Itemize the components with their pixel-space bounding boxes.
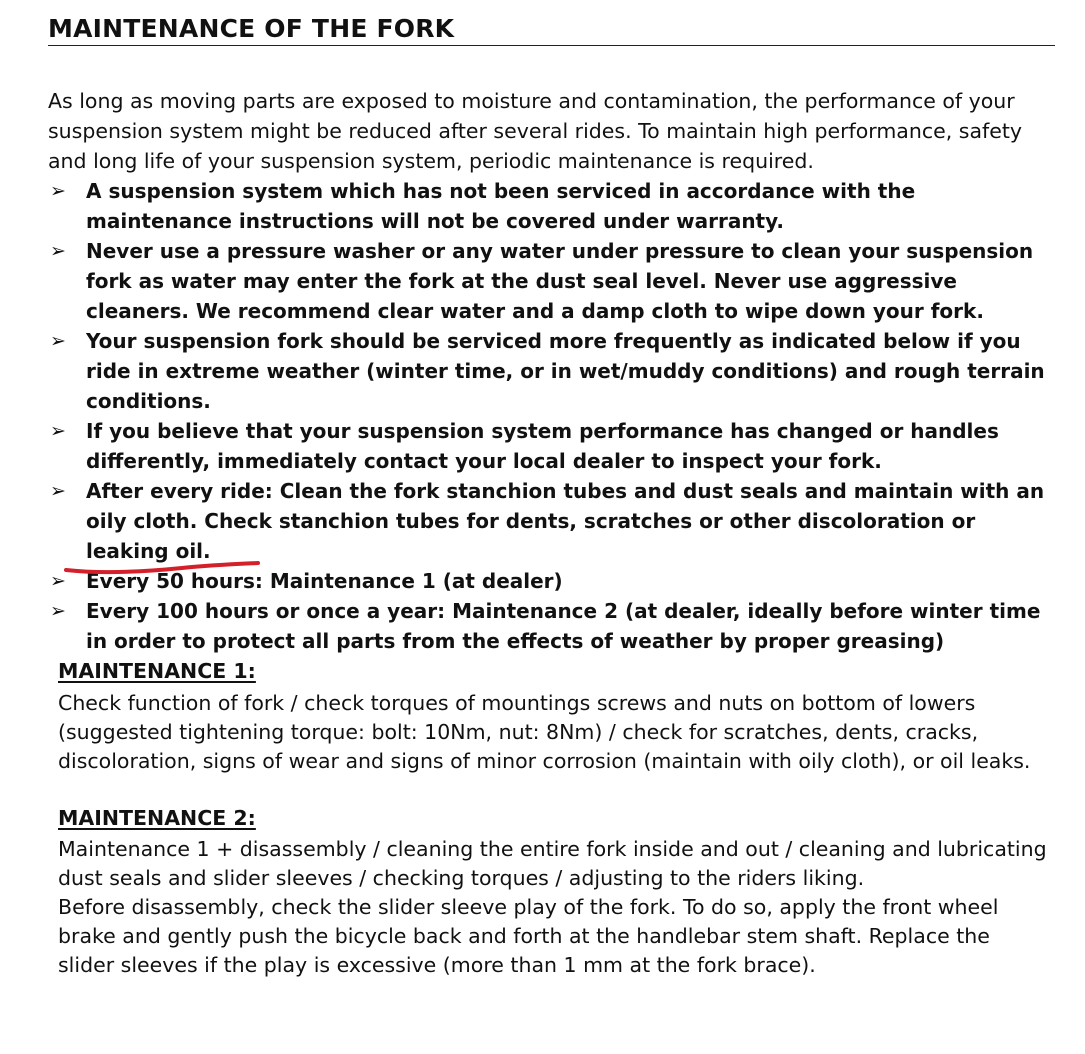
list-item — [48, 476, 1058, 566]
maintenance-rules-list — [48, 176, 1058, 656]
list-item-text: Your suspension fork should be serviced more frequently as indicated below if you ride in extreme weather (winter time, or in wet/muddy conditions) and rough terrain conditions. — [86, 329, 1045, 413]
list-item — [48, 176, 1058, 236]
list-item-text: A suspension system which has not been serviced in accordance with the maintenance instructions will not be covered under warranty. — [86, 179, 916, 233]
maintenance-2-paragraph-2: Before disassembly, check the slider sleeve play of the fork. To do so, apply the front wheel brake and gently push the bicycle back and forth at the handlebar stem shaft. Replace the slider sleeves if the play is excessive (more than 1 mm at the fork brace). — [58, 895, 999, 977]
arrow-bullet-icon: ➢ — [50, 240, 66, 262]
page-title: MAINTENANCE OF THE FORK — [48, 12, 1055, 46]
list-item — [48, 416, 1058, 476]
maintenance-2-text — [58, 835, 1048, 980]
arrow-bullet-icon: ➢ — [50, 330, 66, 352]
maintenance-1-heading: MAINTENANCE 1: — [58, 659, 256, 683]
intro-paragraph: As long as moving parts are exposed to moisture and contamination, the performance of your suspension system might be reduced after several rides. To maintain high performance, safety and long life of your suspension system, periodic maintenance is required. — [48, 89, 1023, 173]
maintenance-2-paragraph-1: Maintenance 1 + disassembly / cleaning the entire fork inside and out / cleaning and lubricating dust seals and slider sleeves / checking torques / adjusting to the riders liking. — [58, 837, 1047, 890]
maintenance-1-paragraph: Check function of fork / check torques of mountings screws and nuts on bottom of lowers (suggested tightening torque: bolt: 10Nm, nut: 8Nm) / check for scratches, dents, cracks, discoloration, signs of wear and signs of minor corrosion (maintain with oily cloth), or oil leaks. — [58, 691, 1031, 773]
list-item — [48, 236, 1058, 326]
arrow-bullet-icon: ➢ — [50, 570, 66, 592]
arrow-bullet-icon: ➢ — [50, 420, 66, 442]
arrow-bullet-icon: ➢ — [50, 600, 66, 622]
list-item-text: Never use a pressure washer or any water under pressure to clean your suspension fork as water may enter the fork at the dust seal level. Never use aggressive cleaners. We recommend clear water and a damp cloth to wipe down your fork. — [86, 239, 1034, 323]
list-item-text: If you believe that your suspension system performance has changed or handles differently, immediately contact your local dealer to inspect your fork. — [86, 419, 999, 473]
maintenance-2-heading: MAINTENANCE 2: — [58, 806, 256, 830]
list-item-text: Every 50 hours: Maintenance 1 (at dealer) — [86, 569, 563, 593]
list-item — [48, 596, 1058, 656]
maintenance-1-text — [58, 689, 1048, 776]
arrow-bullet-icon: ➢ — [50, 180, 66, 202]
list-item — [48, 326, 1058, 416]
list-item-text: Every 100 hours or once a year: Maintenance 2 (at dealer, ideally before winter time in order to protect all parts from the effects of weather by proper greasing) — [86, 599, 1041, 653]
arrow-bullet-icon: ➢ — [50, 480, 66, 502]
list-item-text: After every ride: Clean the fork stanchion tubes and dust seals and maintain with an oily cloth. Check stanchion tubes for dents, scratches or other discoloration or leaking oil. — [86, 479, 1045, 563]
red-underline-annotation — [62, 558, 262, 578]
